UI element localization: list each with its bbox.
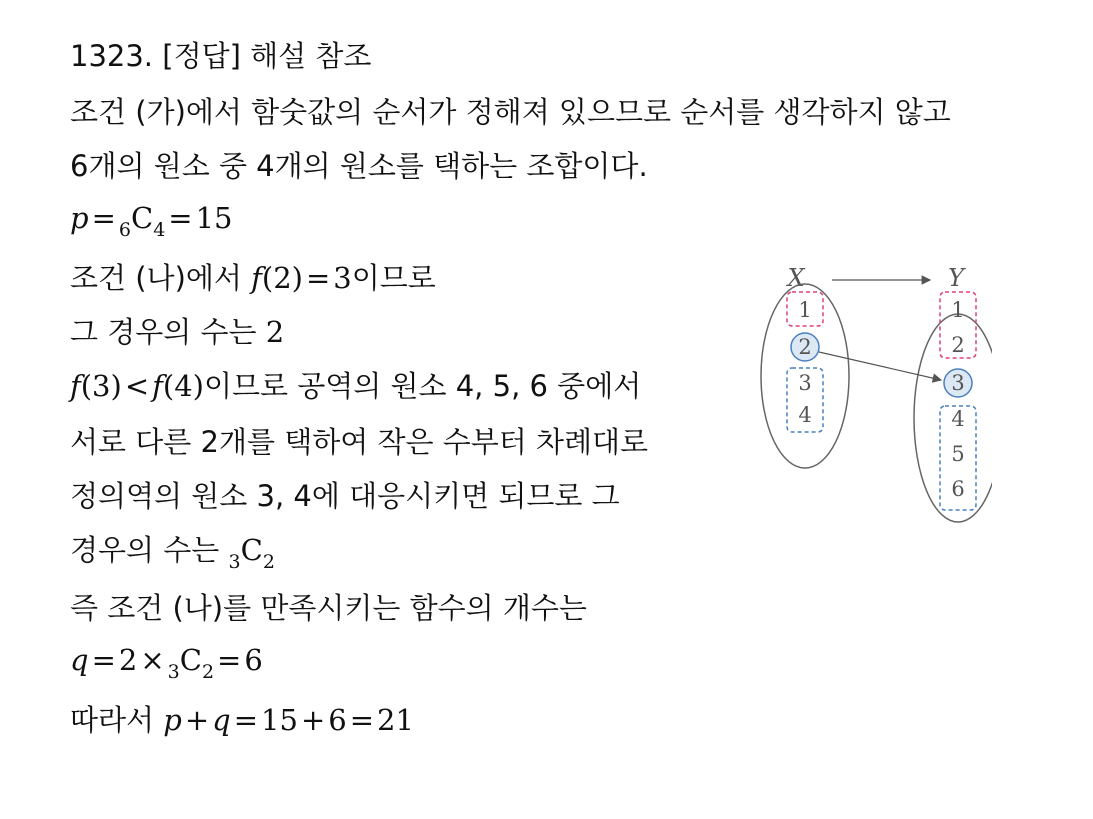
text-line-2: 조건 (가)에서 함숫값의 순서가 정해져 있으므로 순서를 생각하지 않고 bbox=[70, 95, 951, 129]
text-line-6: 그 경우의 수는 2 bbox=[70, 315, 285, 349]
text-line-7: f(3) < f(4)이므로 공역의 원소 4, 5, 6 중에서 bbox=[70, 369, 642, 403]
text-line-8: 서로 다른 2개를 택하여 작은 수부터 차례대로 bbox=[70, 425, 649, 459]
domain-element-4: 4 bbox=[798, 403, 812, 427]
text-line-13: 따라서 p + q = 15 + 6 = 21 bbox=[70, 703, 414, 737]
domain-label: X bbox=[787, 264, 805, 292]
problem-heading bbox=[70, 38, 371, 74]
text-line-9: 정의역의 원소 3, 4에 대응시키면 되므로 그 bbox=[70, 479, 620, 513]
domain-element-3: 3 bbox=[798, 371, 812, 395]
text-line-3: 6개의 원소 중 4개의 원소를 택하는 조합이다. bbox=[70, 149, 648, 183]
function-mapping-diagram bbox=[752, 258, 992, 528]
text-line-11: 즉 조건 (나)를 만족시키는 함수의 개수는 bbox=[70, 591, 587, 625]
codomain-element-2: 2 bbox=[951, 333, 965, 357]
codomain-element-4: 4 bbox=[951, 407, 965, 431]
domain-element-1: 1 bbox=[798, 298, 812, 322]
codomain-element-3: 3 bbox=[951, 371, 965, 395]
answer-note: [정답] 해설 참조 bbox=[162, 39, 372, 73]
formula-q: $q = 2 \times _3C_2 = 6$ bbox=[70, 643, 263, 683]
codomain-element-5: 5 bbox=[951, 442, 965, 466]
codomain-label: Y bbox=[948, 264, 964, 292]
codomain-element-6: 6 bbox=[951, 477, 965, 501]
problem-number: 1323. bbox=[70, 39, 154, 73]
domain-element-2: 2 bbox=[798, 335, 812, 359]
text-line-10: 경우의 수는 $_3C_2$ bbox=[70, 533, 275, 573]
text-line-5: 조건 (나)에서 f(2) = 3이므로 bbox=[70, 261, 436, 295]
formula-p: $p = _6C_4 = 15$ bbox=[70, 201, 233, 241]
codomain-element-1: 1 bbox=[951, 298, 965, 322]
